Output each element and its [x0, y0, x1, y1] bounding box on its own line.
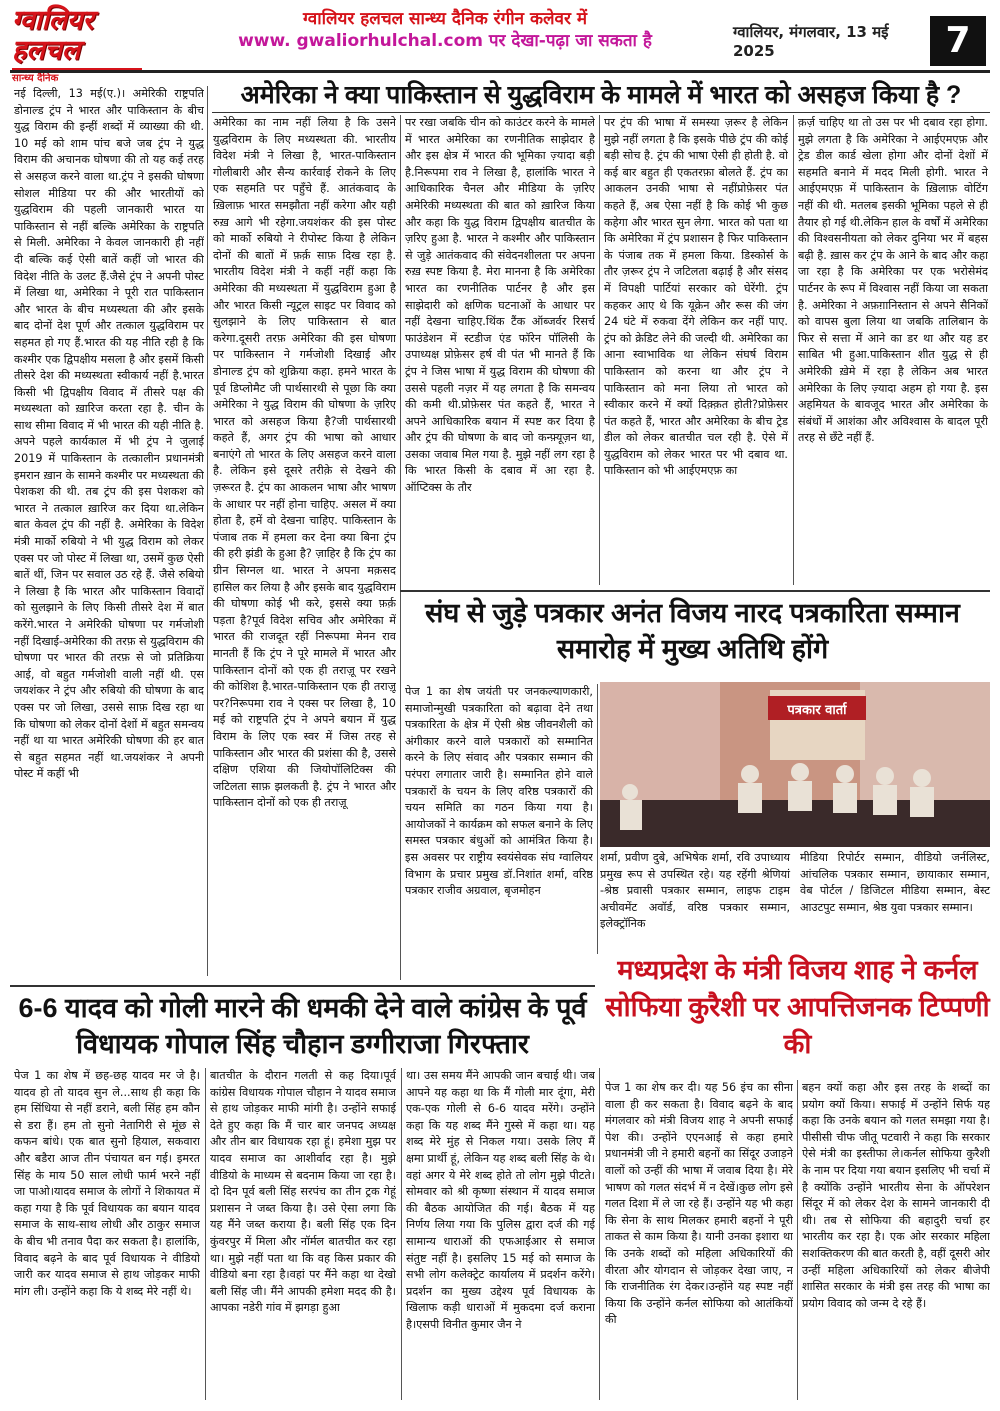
column-divider — [599, 115, 600, 585]
story1-column-1: नई दिल्ली, 13 मई(ए.)। अमेरिकी राष्ट्रपति डोनाल्ड ट्रंप ने भारत और पाकिस्तान के बीच युद्ध विराम की इन्हीं शब्दों में व्याख्या की थी. 10 मई को शाम पांच बजे जब ट्रंप ने युद्ध विराम की अचानक घोषणा की तो यह कई तरह से असहज करने वाला था.ट्रंप ने इसकी घोषणा सोशल मीडिया पर की और भारतीयों को युद्धविराम की पहली जानकारी भारत या पाकिस्तान से नहीं बल्कि अमेरिका के राष्ट्रपति से मिली. अमेरिका ने केवल जानकारी ही नहीं दी बल्कि कई ऐसी बातें कहीं जो भारत की विदेश नीति के उलट हैं.जैसे ट्रंप ने अपनी पोस्ट में लिखा था, अमेरिका ने पूरी रात पाकिस्तान और भारत के बीच मध्यस्थता की और इसके बाद दोनों देश पूर्ण और तत्काल युद्धविराम पर सहमत हो गए हैं.भारत की यह नीति रही है कि कश्मीर एक द्विपक्षीय मसला है और इसमें किसी तीसरे देश की मध्यस्थता स्वीकार्य नहीं है.भारत किसी भी द्विपक्षीय विवाद में तीसरे पक्ष की मध्यस्थता को ख़ारिज करता रहा है. चीन के साथ सीमा विवाद में भी भारत की यही नीति है. अपने पहले कार्यकाल में भी ट्रंप ने जुलाई 2019 में पाकिस्तान के तत्कालीन प्रधानमंत्री इमरान ख़ान के सामने कश्मीर पर मध्यस्थता की पेशकश की थी. तब ट्रंप की इस पेशकश को भारत ने तत्काल ख़ारिज कर दिया था.लेकिन बात केवल ट्रंप की नहीं है. अमेरिका के विदेश मंत्री मार्को रुबियो ने भी युद्ध विराम को लेकर एक्स पर जो पोस्ट में लिखा था, उसमें कुछ ऐसी बातें थीं, जिन पर सवाल उठ रहे हैं. जैसे रुबियो ने लिखा है कि भारत और पाकिस्तान विवादों को सुलझाने के लिए किसी तीसरे देश में बात करेंगे.भारत ने अमेरिकी घोषणा पर गर्मजोशी नहीं दिखाई-अमेरिका की तरफ़ से युद्धविराम की घोषणा पर भारत की तरफ़ से जो प्रतिक्रिया आई, वो बहुत गर्मजोशी वाली नहीं थी. एस जयशंकर ने ट्रंप और रुबियो की घोषणा के बाद एक्स पर जो लिखा, उससे साफ़ दिख रहा था कि घोषणा को लेकर दोनों देशों में बहुत समन्वय नहीं था या भारत अमेरिकी घोषणा की हर बात से बहुत सहमत नहीं था.जयशंकर ने अपनी पोस्ट में कहीं भी — [14, 87, 204, 781]
story2-column-3: मीडिया रिपोर्टर सम्मान, वीडियो जर्नलिस्ट, आंचलिक पत्रकार सम्मान, छायाकार सम्मान, वेब पोर्टल / डिजिटल मीडिया सम्मान, बेस्ट आउटपुट सम्मान, श्रेष्ठ युवा पत्रकार सम्मान। — [800, 851, 990, 914]
press-conference-photo — [600, 682, 990, 847]
story2-column-2: शर्मा, प्रवीण दुबे, अभिषेक शर्मा, रवि उपाध्याय प्रमुख रूप से उपस्थित रहे। यह रहेंगी श्रेणियां -श्रेष्ठ प्रवासी पत्रकार सम्मान, लाइफ टाइम अचीवमेंट अवॉर्ड, वरिष्ठ पत्रकार सम्मान, इलेक्ट्रॉनिक — [600, 851, 790, 931]
column-divider — [207, 86, 208, 976]
story3-column-1: पेज 1 का शेष कर दी। यह 56 इंच का सीना वाला ही कर सकता है। विवाद बढ़ने के बाद मंगलवार को मंत्री विजय शाह ने अपनी सफाई पेश की। उन्होंने एएनआई से कहा हमारे प्रधानमंत्री जी ने हमारी बहनों का सिंदूर उजाड़ने वालों को उन्हीं की भाषा में जवाब दिया है। मेरे भाषण को गलत संदर्भ में न देखें।कुछ लोग इसे गलत दिशा में ले जा रहे हैं। उन्होंने यह भी कहा कि सेना के साथ मिलकर हमारी बहनों ने पूरी ताकत से काम किया है। यानी उनका इशारा था कि उनके शब्दों को महिला अधिकारियों की वीरता और योगदान से जोड़कर देखा जाए, न कि राजनीतिक रंग देकर।उन्होंने यह स्पष्ट नहीं किया कि उन्होंने कर्नल सोफिया को आतंकियों की — [605, 1081, 793, 1327]
story4-column-2: बातचीत के दौरान गलती से कह दिया।पूर्व कांग्रेस विधायक गोपाल चौहान ने यादव समाज से हाथ जोड़कर माफी मांगी है। उन्होंने सफाई देते हुए कहा कि मैं चार बार जनपद अध्यक्ष और तीन बार विधायक रहा हूं। हमेशा मुझ पर यादव समाज का आशीर्वाद रहा है। मुझे वीडियो के माध्यम से बदनाम किया जा रहा है।दो दिन पूर्व बली सिंह सरपंच का तीन ट्रक गेहूं प्रशासन ने जब्त किया है। उसे ऐसा लगा कि यह मैंने जब्त कराया है। बली सिंह एक दिन कुंवरपुर में मिला और नॉर्मल बातचीत कर रहा था। मुझे नहीं पता था कि वह किस प्रकार की वीडियो बना रहा है।वहां पर मैंने कहा था देखो बली सिंह जी। मैंने आपकी हमेशा मदद की है। आपका नडेरी गांव में झगड़ा हुआ — [210, 1069, 396, 1315]
story4-column-3: था। उस समय मैंने आपकी जान बचाई थी। जब आपने यह कहा था कि मैं गोली मार दूंगा, मेरी एक-एक गोली से 6-6 यादव मरेंगे। उन्होंने कहा कि यह शब्द मैंने गुस्से में कहा था। यह शब्द मेरे मुंह से निकल गया। उसके लिए मैं क्षमा प्रार्थी हूं, लेकिन यह शब्द बली सिंह के थे। वहां अगर ये मेरे शब्द होते तो लोग मुझे पीटते। सोमवार को श्री कृष्णा संस्थान में यादव समाज की बैठक आयोजित की गई। बैठक में यह निर्णय लिया गया कि पुलिस द्वारा दर्ज की गई सामान्य धाराओं की एफआईआर से समाज संतुष्ट नहीं है। इसलिए 15 मई को समाज के सभी लोग कलेक्ट्रेट कार्यालय में प्रदर्शन करेंगे। प्रदर्शन का मुख्य उद्देश्य पूर्व विधायक के खिलाफ कड़ी धाराओं में मुकदमा दर्ज कराना है।एसपी विनीत कुमार जैन ने — [406, 1069, 595, 1331]
masthead-rule — [10, 70, 990, 73]
column-divider — [797, 1080, 798, 1400]
story4-column-1: पेज 1 का शेष में छह-छह यादव मर जे है। यादव हो तो यादव सुन ले...साथ ही कहा कि हम सिंधिया से नहीं डराने, बली सिंह हम कौन से डरा हैं। हम तो सुनो नेतागिरी से मूंछ से कफन बांधे। एक बात सुनो हियाल, सकवारा और बडैरा आज तीन पंचायत बन गई। इमरत सिंह के माय 50 साल लोधी फार्म भरने नहीं जा पाओ।यादव समाज के लोगों ने शिकायत में कहा गया है कि पूर्व विधायक का बयान यादव समाज के साथ-साथ लोधी और ठाकुर समाज के बीच भी तनाव पैदा कर सकता है। हालांकि, विवाद बढ़ने के बाद पूर्व विधायक ने वीडियो जारी कर यादव समाज से हाथ जोड़कर माफी मांग ली। उन्होंने कहा कि ये शब्द मेरे नहीं थे। — [14, 1069, 200, 1298]
story4-headline: 6-6 यादव को गोली मारने की धमकी देने वाले कांग्रेस के पूर्व विधायक गोपाल सिंह चौहान डग्गीराजा गिरफ्तार — [18, 993, 587, 1059]
logo-line2: हलचल — [12, 35, 81, 66]
column-divider — [205, 1068, 206, 1400]
section-rule — [10, 985, 595, 987]
column-divider — [400, 115, 401, 980]
story1-column-2: अमेरिका का नाम नहीं लिया है कि उसने युद्धविराम के लिए मध्यस्थता की. भारतीय विदेश मंत्री ने लिखा है, भारत-पाकिस्तान गोलीबारी और सैन्य कार्रवाई रोकने के लिए एक सहमति पर पहुँचे हैं. आतंकवाद के ख़िलाफ़ भारत समझौता नहीं करेगा और यही रुख़ आगे भी रहेगा.जयशंकर की इस पोस्ट को मार्को रुबियो ने रीपोस्ट किया है लेकिन दोनों की बातों में फ़र्क़ साफ़ दिख रहा है. भारतीय विदेश मंत्री ने कहीं नहीं कहा कि अमेरिका की मध्यस्थता में युद्धविराम हुआ है और भारत किसी न्यूट्रल साइट पर विवाद को सुलझाने के लिए पाकिस्तान से बात करेगा.दूसरी तरफ़ अमेरिका की इस घोषणा पर पाकिस्तान ने गर्मजोशी दिखाई और डोनाल्ड ट्रंप को शुक्रिया कहा. हमने भारत के पूर्व डिप्लोमैट जी पार्थसारथी से पूछा कि क्या अमेरिका ने युद्ध विराम की घोषणा के ज़रिए भारत को असहज किया है?जी पार्थसारथी कहते हैं, अगर ट्रंप की भाषा को आधार बनाएंगे तो भारत के लिए असहज करने वाला है. लेकिन इसे दूसरे तरीक़े से देखने की ज़रूरत है. ट्रंप का आकलन भाषा और भाषण के आधार पर नहीं होना चाहिए. असल में क्या होता है, हमें वो देखना चाहिए. पाकिस्तान के पंजाब तक में हमला कर देना क्या बिना ट्रंप की हरी झंडी के हुआ है? ज़ाहिर है कि ट्रंप का ग्रीन सिग्नल था. भारत ने अपना मक़सद हासिल कर लिया है और इसके बाद युद्धविराम की घोषणा कोई भी करे, इससे क्या फ़र्क़ पड़ता है?पूर्व विदेश सचिव और अमेरिका में भारत की राजदूत रहीं निरूपमा मेनन राव मानती हैं कि ट्रंप ने पूरे मामले में भारत और पाकिस्तान दोनों को एक ही तराज़ू पर रखने की कोशिश है.भारत-पाकिस्तान एक ही तराज़ू पर?निरूपमा राव ने एक्स पर लिखा है, 10 मई को राष्ट्रपति ट्रंप ने अपने बयान में युद्ध विराम के लिए एक स्वर में जिस तरह से पाकिस्तान और भारत की प्रशंसा की है, उससे दक्षिण एशिया की जियोपॉलिटिक्स की जटिलता साफ़ झलकती है. ट्रंप ने भारत और पाकिस्तान दोनों को एक ही तराज़ू — [213, 116, 396, 810]
column-divider — [401, 1068, 402, 1400]
masthead-tagline — [165, 8, 725, 52]
column-divider — [793, 115, 794, 585]
story3-column-2: बहन क्यों कहा और इस तरह के शब्दों का प्रयोग क्यों किया। सफाई में उन्होंने सिर्फ यह कहा कि उनके बयान को गलत समझा गया है। पीसीसी चीफ जीतू पटवारी ने कहा कि सरकार ऐसे मंत्री का इस्तीफा ले।कर्नल सोफिया कुरैशी के नाम पर दिया गया बयान इसलिए भी चर्चा में है क्योंकि उन्होंने भारतीय सेना के ऑपरेशन सिंदूर में को लेकर देश के सामने जानकारी दी थी। तब से सोफिया की बहादुरी चर्चा हर भारतीय कर रहा है। एक ओर सरकार महिला सशक्तिकरण की बात करती है, वहीं दूसरी ओर उन्हीं महिला अधिकारियों को लेकर बीजेपी शासित सरकार के मंत्री इस तरह की भाषा का प्रयोग विवाद को जन्म दे रहे हैं। — [802, 1081, 990, 1310]
photo-banner-text: पत्रकार वार्ता — [787, 703, 847, 718]
dateline: ग्वालियर, मंगलवार, 13 मई 2025 — [733, 23, 889, 60]
column-divider — [597, 684, 598, 954]
story1-headline: अमेरिका ने क्या पाकिस्तान से युद्धविराम के मामले में भारत को असहज किया है ? — [240, 81, 962, 109]
column-divider — [599, 1068, 600, 1400]
story2-column-1: पेज 1 का शेष जयंती पर जनकल्याणकारी, समाजोन्मुखी पत्रकारिता को बढ़ावा देने तथा पत्रकारिता के क्षेत्र में ऐसी श्रेष्ठ जीवनशैली को अंगीकार करने वाले पत्रकारों को सम्मानित करने के लिए संवाद और पत्रकार सम्मान की परंपरा लगातार जारी है। सम्मानित होने वाले पत्रकारों के चयन के लिए वरिष्ठ पत्रकारों की चयन समिति का गठन किया गया है। आयोजकों ने कार्यक्रम को सफल बनाने के लिए समस्त पत्रकार बंधुओं को आमंत्रित किया है। इस अवसर पर राष्ट्रीय स्वयंसेवक संघ ग्वालियर विभाग के प्रचार प्रमुख डॉ.निशांत शर्मा, वरिष्ठ पत्रकार राजीव अग्रवाल, बृजमोहन — [405, 685, 593, 898]
tagline-line2: www. gwaliorhulchal.com पर देखा-पढ़ा जा सकता है — [238, 31, 652, 51]
logo-line1: ग्वालियर — [12, 5, 94, 36]
logo-subtitle: सान्ध्य दैनिक — [12, 68, 142, 84]
page-number: 7 — [930, 16, 986, 66]
story1-column-3: पर रखा जबकि चीन को काउंटर करने के मामले में भारत अमेरिका का रणनीतिक साझेदार है और इस क्षेत्र में भारत की भूमिका ज़्यादा बड़ी है.निरूपमा राव ने लिखा है, हालांकि भारत ने आधिकारिक चैनल और मीडिया के ज़रिए अमेरिकी मध्यस्थता की बात को ख़ारिज किया और कहा कि युद्ध विराम द्विपक्षीय बातचीत के ज़रिए हुआ है. भारत ने कश्मीर और पाकिस्तान से जुड़े आतंकवाद की संवेदनशीलता पर अपना रुख़ स्पष्ट किया है. मेरा मानना है कि अमेरिका भारत का रणनीतिक पार्टनर है और इस साझेदारी को क्षणिक घटनाओं के आधार पर नहीं देखना चाहिए.थिंक टैंक ऑब्जर्वर रिसर्च फाउंडेशन में स्टडीज एंड फॉरेन पॉलिसी के उपाध्यक्ष प्रोफ़ेसर हर्ष वी पंत भी मानते हैं कि ट्रंप ने जिस भाषा में युद्ध विराम की घोषणा की उससे पहली नज़र में यह लगता है कि समन्वय की कमी थी.प्रोफ़ेसर पंत कहते हैं, भारत ने अपने आधिकारिक बयान में स्पष्ट कर दिया है और ट्रंप की घोषणा के बाद जो कन्फ़्यूज़न था, उसका जवाब मिल गया है. मुझे नहीं लग रहा है कि भारत किसी के दबाव में आ रहा है. ऑप्टिक्स के तौर — [405, 116, 595, 495]
story3-headline: मध्यप्रदेश के मंत्री विजय शाह ने कर्नल सोफिया कुरैशी पर आपत्तिजनक टिप्पणी की — [605, 955, 990, 1059]
story1-column-4: पर ट्रंप की भाषा में समस्या ज़रूर है लेकिन मुझे नहीं लगता है कि इसके पीछे ट्रंप की कोई बड़ी सोच है. ट्रंप की भाषा ऐसी ही होती है. वो कई बार बहुत ही एकतरफ़ा बोलते हैं. ट्रंप का आकलन उनकी भाषा से नहींप्रोफ़ेसर पंत कहते हैं, अब ऐसा नहीं है कि कोई भी कुछ कहेगा और भारत सुन लेगा. भारत को पता था कि अमेरिका में ट्रंप प्रशासन है फिर पाकिस्तान के पंजाब तक में हमला किया. डिस्कोर्स के तौर ज़रूर ट्रंप ने जटिलता बढ़ाई है और संसद में विपक्षी पार्टियां सरकार को घेरेंगी. ट्रंप कहकर आए थे कि यूक्रेन और रूस की जंग 24 घंटे में रुकवा देंगे लेकिन कर नहीं पाए. ट्रंप को क्रेडिट लेने की जल्दी थी. अमेरिका का आना स्वाभाविक था लेकिन संघर्ष विराम पाकिस्तान को करना था और ट्रंप ने पाकिस्तान को मना लिया तो भारत को स्वीकार करने में क्यों दिक़्क़त होती?प्रोफ़ेसर पंत कहते हैं, भारत और अमेरिका के बीच ट्रेड डील को लेकर बातचीत चल रही है. ऐसे में युद्धविराम को लेकर भारत पर भी दबाव था. पाकिस्तान को भी आईएमएफ़ का — [604, 116, 788, 478]
story2-headline: संघ से जुड़े पत्रकार अनंत विजय नारद पत्रकारिता सम्मान समारोह में मुख्य अतिथि होंगे — [425, 598, 960, 664]
section-rule — [400, 590, 990, 592]
story1-column-5: क़र्ज़ चाहिए था तो उस पर भी दबाव रहा होगा. मुझे लगता है कि अमेरिका ने आईएमएफ़ और ट्रेड डील कार्ड खेला होगा और दोनों देशों में सहमति बनाने में मदद मिली होगी. भारत ने आईएमएफ़ में पाकिस्तान के ख़िलाफ़ वोटिंग नहीं की थी. मतलब इसकी भूमिका पहले से ही तैयार हो गई थी.लेकिन हाल के वर्षों में अमेरिका की विश्वसनीयता को लेकर दुनिया भर में बहस बढ़ी है. ख़ास कर ट्रंप के आने के बाद और कहा जा रहा है कि अमेरिका पर एक भरोसेमंद पार्टनर के रूप में विश्वास नहीं किया जा सकता है. अमेरिका ने अफ़ग़ानिस्तान से अपने सैनिकों को वापस बुला लिया था जबकि तालिबान के फिर से सत्ता में आने का डर था और यह डर साबित भी हुआ.पाकिस्तान शीत युद्ध से ही अमेरिकी ख़ेमे में रहा है लेकिन अब भारत अमेरिका के लिए ज़्यादा अहम हो गया है. इस अहमियत के बावजूद भारत और अमेरिका के संबंधों में आशंका और अविश्वास के बादल पूरी तरह से छँटे नहीं हैं. — [798, 116, 988, 445]
story1-headline-rule — [212, 112, 990, 113]
photo-illustration — [600, 682, 990, 847]
tagline-line1: ग्वालियर हलचल सान्ध्य दैनिक रंगीन कलेवर में — [302, 9, 588, 29]
